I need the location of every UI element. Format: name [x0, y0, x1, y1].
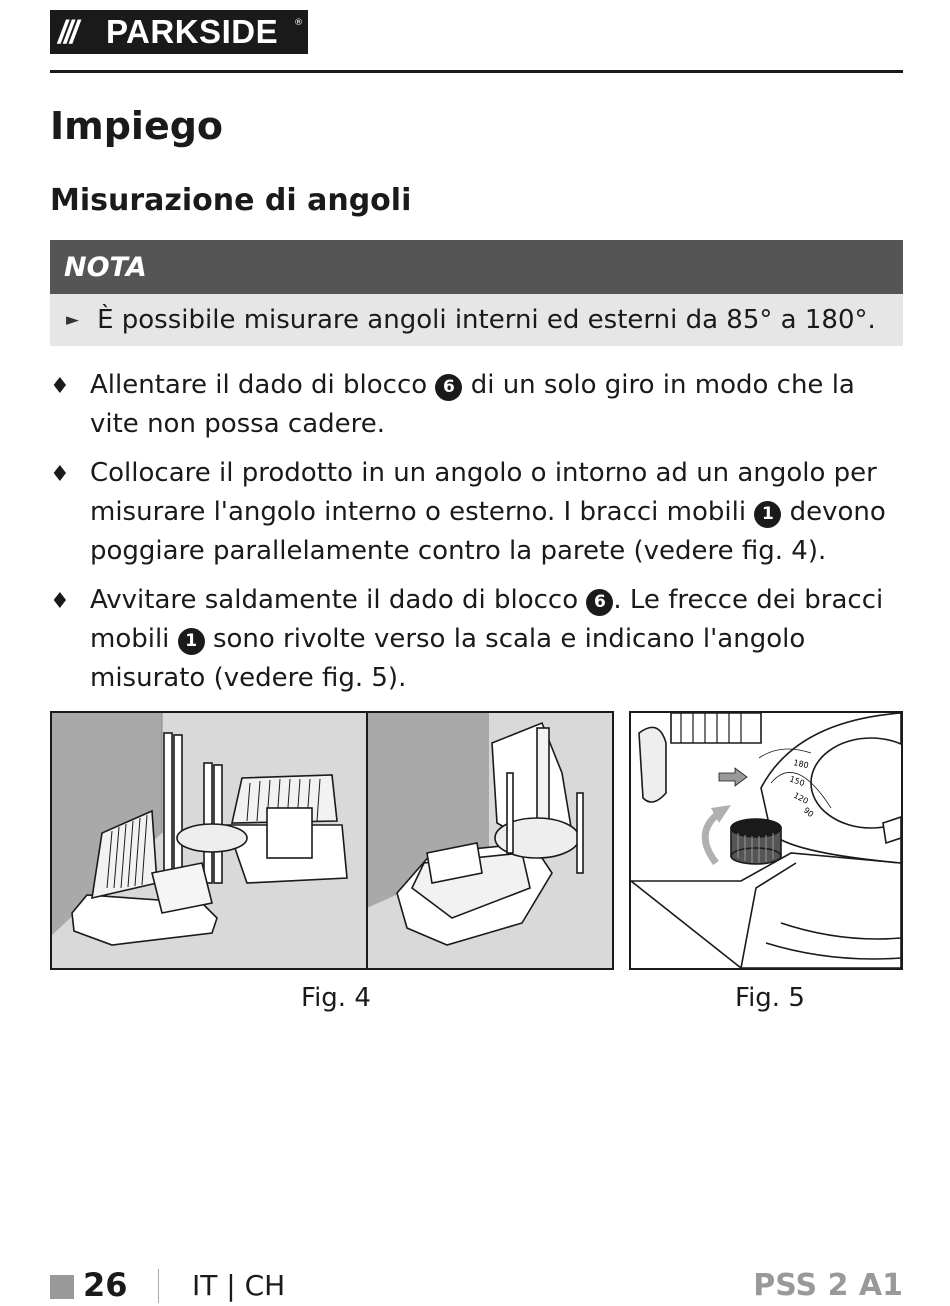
figure-4-illustration — [50, 711, 614, 970]
figure-5-caption: Fig. 5 — [735, 983, 805, 1013]
figure-4-caption: Fig. 4 — [301, 983, 371, 1013]
list-item — [50, 581, 910, 698]
logo-text: PARKSIDE — [106, 13, 279, 50]
list-item — [50, 366, 910, 444]
list-item-text: Collocare il prodotto in un angolo o intorno ad un angolo per misurare l'angolo interno o esterno. I bracci mobili 1 devono poggiare parallelamente contro la parete (vedere fig. 4). — [90, 458, 886, 566]
list-item — [50, 454, 910, 571]
footer-divider — [158, 1269, 159, 1303]
section-title: Misurazione di angoli — [50, 183, 412, 218]
note-label: NOTA — [64, 251, 147, 283]
note-body — [50, 294, 903, 346]
list-item-text: Allentare il dado di blocco 6 di un solo giro in modo che la vite non possa cadere. — [90, 370, 855, 439]
list-item-text: Avvitare saldamente il dado di blocco 6 . Le frecce dei bracci mobili 1 sono rivolte verso la scala e indicano l'angolo misurato (vedere fig. 5). — [90, 585, 884, 693]
page-footer — [50, 1266, 903, 1306]
part-number-badge: 6 — [435, 374, 462, 401]
part-number-badge: 1 — [754, 501, 781, 528]
note-text: È possibile misurare angoli interni ed esterni da 85° a 180°. — [97, 305, 876, 335]
page-title: Impiego — [50, 104, 224, 148]
scale-label-120: 120 — [792, 790, 810, 806]
scale-label-90: 90 — [801, 805, 816, 820]
note-box — [50, 240, 903, 346]
header-rule — [50, 70, 903, 73]
note-header — [50, 240, 903, 294]
footer-language: IT | CH — [192, 1269, 286, 1302]
instruction-list — [50, 366, 910, 708]
figure-5-illustration — [629, 711, 903, 970]
diamond-bullet-icon: ♦ — [50, 589, 70, 614]
diamond-bullet-icon: ♦ — [50, 462, 70, 487]
diamond-bullet-icon: ♦ — [50, 374, 70, 399]
part-number-badge: 6 — [586, 589, 613, 616]
triangle-arrow-icon: ► — [66, 310, 80, 330]
scale-label-180: 180 — [792, 758, 810, 771]
page-number: 26 — [83, 1266, 128, 1304]
parkside-logo — [50, 10, 308, 54]
logo-registered-mark: ® — [294, 18, 303, 28]
part-number-badge: 1 — [178, 628, 205, 655]
scale-label-150: 150 — [788, 774, 806, 789]
logo-slashes: /// — [58, 13, 76, 50]
footer-square-icon — [50, 1275, 74, 1299]
model-number: PSS 2 A1 — [753, 1268, 903, 1303]
